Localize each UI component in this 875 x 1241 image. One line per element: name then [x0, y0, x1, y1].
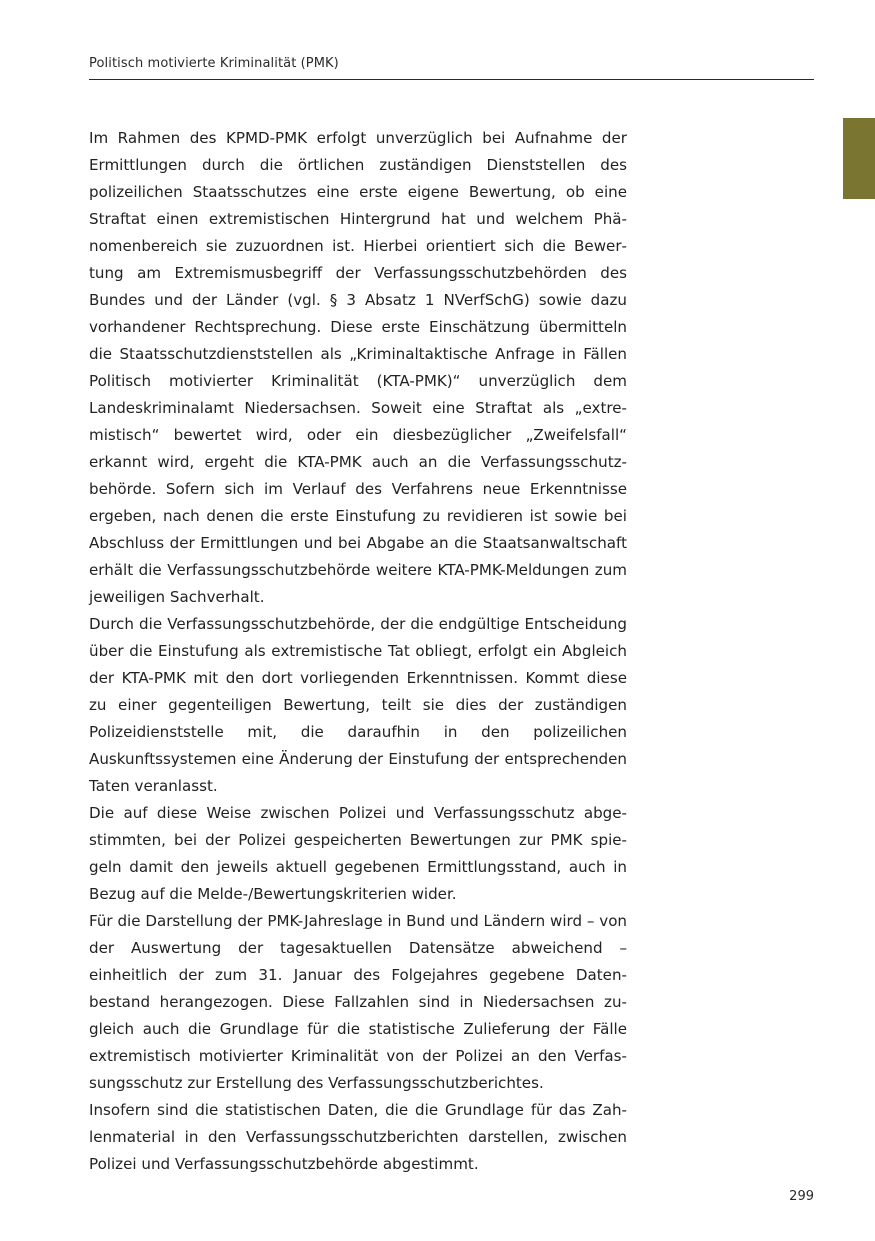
chapter-tab-marker [843, 118, 875, 199]
paragraph-annual-figures: Für die Darstellung der PMK-Jahreslage in Bund und Ländern wird – von der Auswertung der tagesaktuellen Datensätze abweichend – einheitlich der zum 31. Januar des Folgejahres gegebene Datenbestand herangezogen. Diese Fallzahlen sind in Niedersachsen zugleich auch die Grundlage für die statistische Zulieferung der Fälle extremistisch motivierter Kriminalität von der Polizei an den Verfassungsschutz zur Erstellung des Verfassungsschutzberichtes. [89, 912, 627, 1092]
page-number: 299 [789, 1189, 814, 1204]
header-rule [89, 79, 814, 80]
body-text [89, 125, 627, 1178]
paragraph-verfassungsschutz-review: Durch die Verfassungsschutzbehörde, der die endgültige Entscheidung über die Einstufung als extremistische Tat obliegt, erfolgt ein Abgleich der KTA-PMK mit den dort vorliegenden Erkenntnissen. Kommt diese zu einer gegenteiligen Bewertung, teilt sie dies der zuständigen Polizeidienststelle mit, die daraufhin in den polizeilichen Auskunftssystemen eine Änderung der Einstufung der entsprechenden Taten veranlasst. [89, 615, 627, 795]
running-header: Politisch motivierte Kriminalität (PMK) [89, 56, 339, 71]
paragraph-kpmd-assessment: Im Rahmen des KPMD-PMK erfolgt unverzüglich bei Aufnahme der Ermittlungen durch die örtlichen zuständigen Dienststellen des polizeilichen Staatsschutzes eine erste eigene Bewertung, ob eine Straftat einen extremistischen Hintergrund hat und welchem Phänomenbereich sie zuzuordnen ist. Hierbei orientiert sich die Bewertung am Extremismusbegriff der Verfassungsschutzbehörden des Bundes und der Länder (vgl. § 3 Absatz 1 NVerfSchG) sowie dazu vorhandener Rechtsprechung. Diese erste Einschätzung übermitteln die Staatsschutzdienststellen als „Kriminaltaktische Anfrage in Fällen Politisch motivierter Kriminalität (KTA-PMK)“ unverzüglich dem Landeskriminalamt Niedersachsen. Soweit eine Straftat als „extremistisch“ bewertet wird, oder ein diesbezüglicher „Zweifelsfall“ erkannt wird, ergeht die KTA-PMK auch an die Verfassungsschutzbehörde. Sofern sich im Verlauf des Verfahrens neue Erkenntnisse ergeben, nach denen die erste Einstufung zu revidieren ist sowie bei Abschluss der Ermittlungen und bei Abgabe an die Staatsanwaltschaft erhält die Verfassungsschutzbehörde weitere KTA-PMK-Meldungen zum jeweiligen Sachverhalt. [89, 129, 627, 606]
paragraph-statistics-agreed: Insofern sind die statistischen Daten, die die Grundlage für das Zahlenmaterial in den Verfassungsschutzberichten darstellen, zwischen Polizei und Verfassungsschutzbehörde abgestimmt. [89, 1101, 627, 1173]
paragraph-coordinated-assessments: Die auf diese Weise zwischen Polizei und Verfassungsschutz abgestimmten, bei der Polizei gespeicherten Bewertungen zur PMK spiegeln damit den jeweils aktuell gegebenen Ermittlungsstand, auch in Bezug auf die Melde-/Bewertungskriterien wider. [89, 804, 627, 903]
